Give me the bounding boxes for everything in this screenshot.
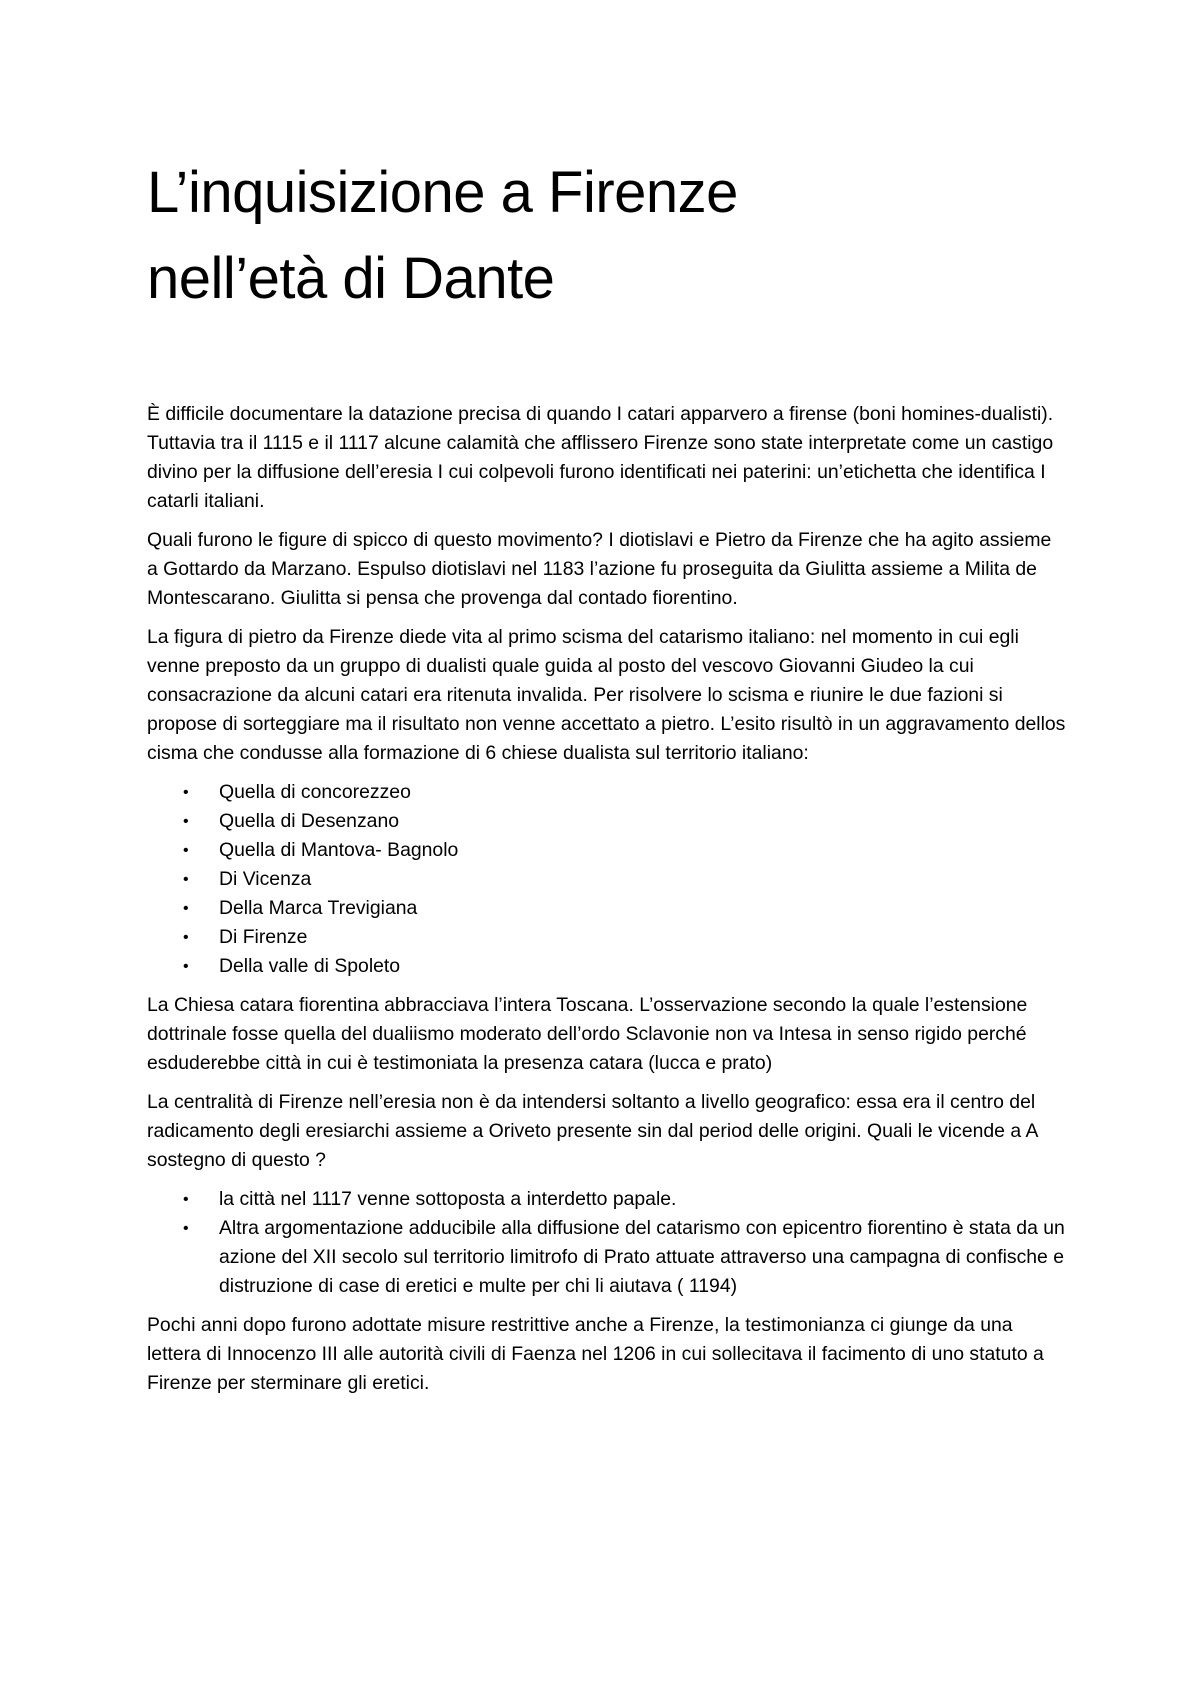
document-page	[147, 150, 1067, 1408]
churches-list	[147, 778, 1067, 981]
bullet-icon: •	[183, 1191, 189, 1208]
paragraph-tuscan-church: La Chiesa catara fiorentina abbracciava l’intera Toscana. L’osservazione secondo la quale l’estensione dottrinale fosse quella del dualiismo moderato dell’ordo Sclavonie non va Intesa in senso rigido perché esduderebbe città in cui è testimoniata la presenza catara (lucca e prato)	[147, 994, 1028, 1074]
paragraph-restrictions: Pochi anni dopo furono adottate misure restrittive anche a Firenze, la testimonianza ci giunge da una lettera di Innocenzo III alle autorità civili di Faenza nel 1206 in cui sollecitava il facimento di uno statuto a Firenze per sterminare gli eretici.	[147, 1314, 1044, 1394]
bullet-icon: •	[183, 929, 189, 946]
list-item: • Di Firenze	[219, 923, 1067, 952]
bullet-icon: •	[183, 871, 189, 888]
paragraph-origins: È difficile documentare la datazione precisa di quando I catari apparvero a firense (boni homines-dualisti). Tuttavia tra il 1115 e il 1117 alcune calamità che afflissero Firenze sono state interpretate come un castigo divino per la diffusione dell’eresia I cui colpevoli furono identificati nei paterini: un’etichetta che identifica I catarli italiani.	[147, 403, 1054, 512]
paragraph-figures: Quali furono le figure di spicco di questo movimento? I diotislavi e Pietro da Firenze che ha agito assieme a Gottardo da Marzano. Espulso diotislavi nel 1183 l’azione fu proseguita da Giulitta assieme a Milita de Montescarano. Giulitta si pensa che provenga dal contado fiorentino.	[147, 529, 1052, 609]
list-item: • Altra argomentazione adducibile alla diffusione del catarismo con epicentro fiorentino è stata da un azione del XII secolo sul territorio limitrofo di Prato attuate attraverso una campagna di confische e distruzione di case di eretici e multe per chi li aiutava ( 1194)	[219, 1214, 1067, 1301]
list-item: • Della valle di Spoleto	[219, 952, 1067, 981]
list-item: • Quella di Mantova- Bagnolo	[219, 836, 1067, 865]
bullet-icon: •	[183, 813, 189, 830]
list-item: • la città nel 1117 venne sottoposta a interdetto papale.	[219, 1185, 1067, 1214]
list-item: • Della Marca Trevigiana	[219, 894, 1067, 923]
title-line-2: nell’età di Dante	[147, 246, 555, 311]
paragraph-schism: La figura di pietro da Firenze diede vita al primo scisma del catarismo italiano: nel momento in cui egli venne preposto da un gruppo di dualisti quale guida al posto del vescovo Giovanni Giudeo la cui consacrazione da alcuni catari era ritenuta invalida. Per risolvere lo scisma e riunire le due fazioni si propose di sorteggiare ma il risultato non venne accettato a pietro. L’esito risultò in un aggravamento dellos cisma che condusse alla formazione di 6 chiese dualista sul territorio italiano:	[147, 626, 1066, 764]
bullet-icon: •	[183, 1220, 189, 1237]
bullet-icon: •	[183, 900, 189, 917]
paragraph-centrality: La centralità di Firenze nell’eresia non è da intendersi soltanto a livello geografico: essa era il centro del radicamento degli eresiarchi assieme a Oriveto presente sin dal period delle origini. Quali le vicende a A sostegno di questo ?	[147, 1091, 1038, 1171]
list-item: • Quella di Desenzano	[219, 807, 1067, 836]
list-item: • Di Vicenza	[219, 865, 1067, 894]
title-line-1: L’inquisizione a Firenze	[147, 160, 738, 225]
bullet-icon: •	[183, 784, 189, 801]
evidence-list	[147, 1185, 1067, 1301]
bullet-icon: •	[183, 958, 189, 975]
document-body	[147, 400, 1067, 1398]
document-title	[147, 150, 1067, 322]
bullet-icon: •	[183, 842, 189, 859]
list-item: • Quella di concorezzeo	[219, 778, 1067, 807]
